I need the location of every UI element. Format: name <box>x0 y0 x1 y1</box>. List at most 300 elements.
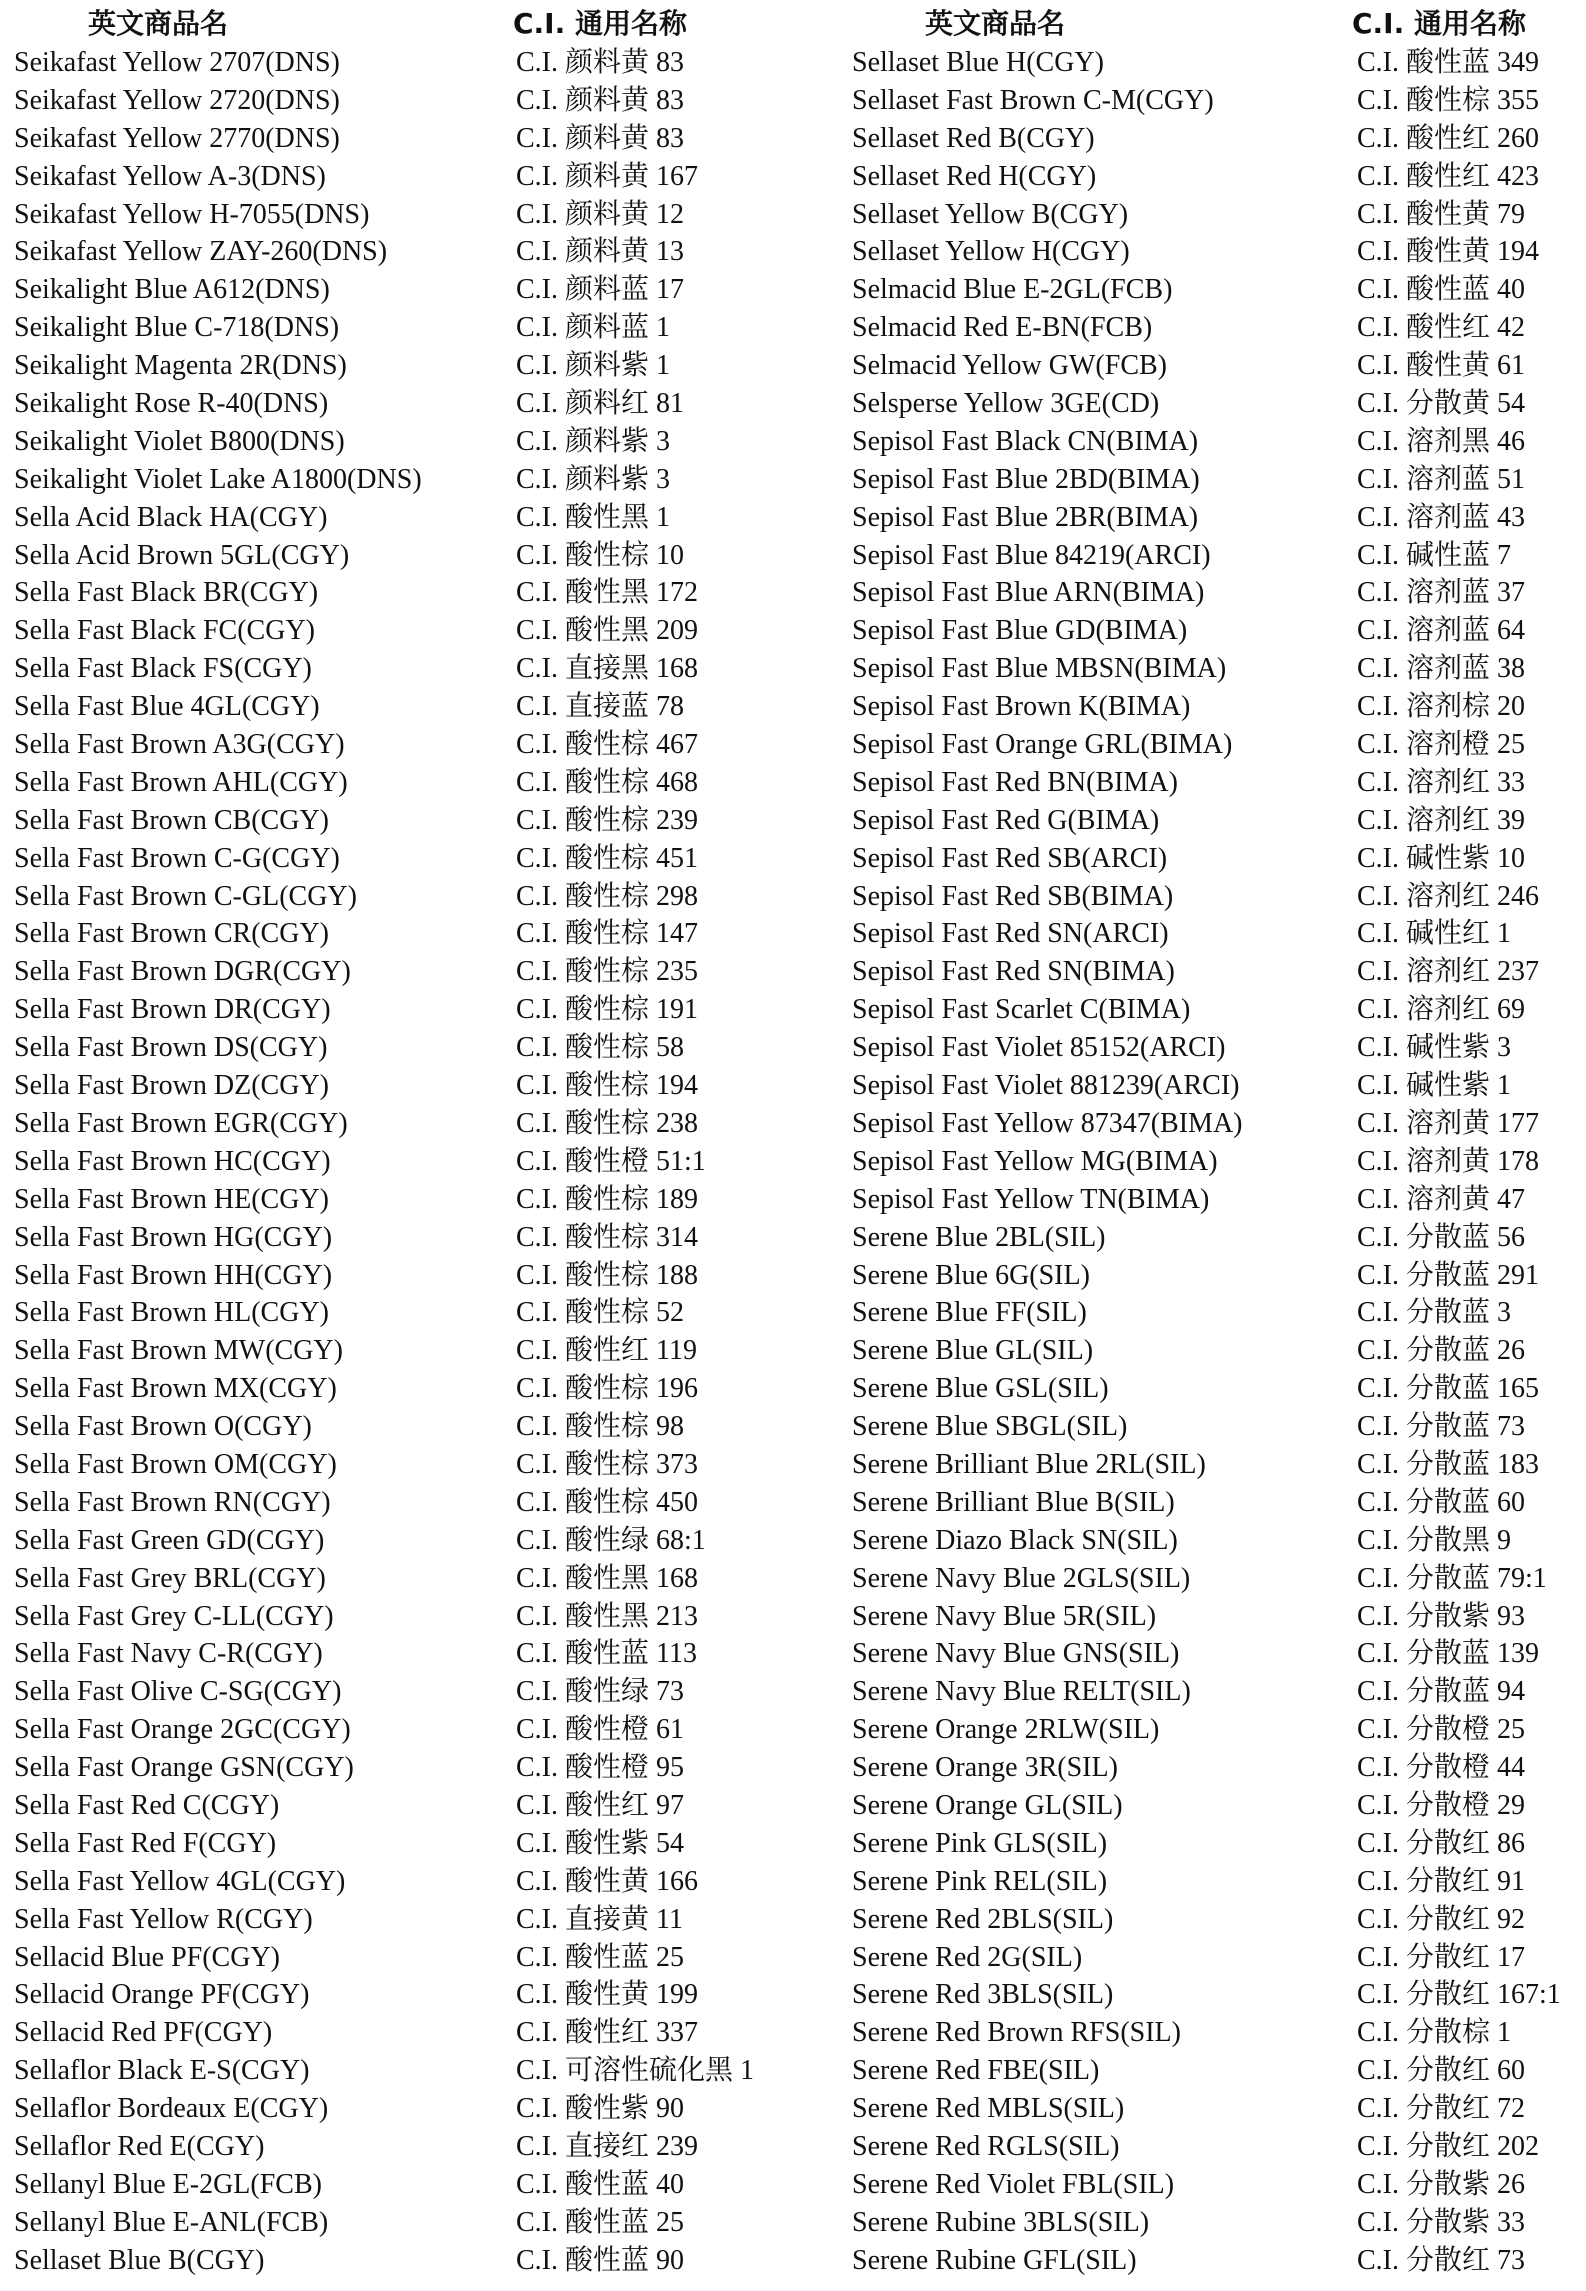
trade-name-right: Serene Red MBLS(SIL) <box>852 2093 1125 2125</box>
table-header-row <box>0 0 1586 50</box>
trade-name-right: Selmacid Red E-BN(FCB) <box>852 312 1153 344</box>
ci-name-left: C.I. 酸性蓝 25 <box>516 2206 685 2238</box>
trade-name-right: Selmacid Yellow GW(FCB) <box>852 350 1167 382</box>
trade-name-left: Sella Fast Brown CB(CGY) <box>14 804 329 836</box>
trade-name-left: Sella Fast Brown O(CGY) <box>14 1411 312 1443</box>
trade-name-right: Sepisol Fast Violet 85152(ARCI) <box>852 1032 1226 1064</box>
trade-name-right: Sepisol Fast Red SN(ARCI) <box>852 918 1169 950</box>
trade-name-left: Seikafast Yellow ZAY-260(DNS) <box>14 236 388 268</box>
trade-name-right: Serene Red 2BLS(SIL) <box>852 1903 1114 1935</box>
ci-name-right: C.I. 溶剂蓝 43 <box>1357 501 1526 533</box>
ci-name-left: C.I. 颜料黄 13 <box>516 236 685 268</box>
ci-name-left: C.I. 酸性红 337 <box>516 2017 699 2049</box>
table-row <box>0 82 1586 120</box>
table-row <box>0 1257 1586 1295</box>
header-ci-generic-name-left: C.I. 通用名称 <box>513 7 687 40</box>
table-row <box>0 650 1586 688</box>
trade-name-right: Serene Red Brown RFS(SIL) <box>852 2017 1181 2049</box>
trade-name-right: Serene Blue FF(SIL) <box>852 1297 1087 1329</box>
ci-name-right: C.I. 酸性红 260 <box>1357 122 1540 154</box>
table-row <box>0 385 1586 423</box>
trade-name-left: Sellaflor Black E-S(CGY) <box>14 2055 310 2087</box>
table-row <box>0 271 1586 309</box>
table-row <box>0 1522 1586 1560</box>
trade-name-left: Sella Acid Black HA(CGY) <box>14 501 328 533</box>
table-row <box>0 840 1586 878</box>
trade-name-right: Serene Navy Blue 5R(SIL) <box>852 1600 1157 1632</box>
ci-name-left: C.I. 可溶性硫化黑 1 <box>516 2055 755 2087</box>
trade-name-left: Seikafast Yellow 2707(DNS) <box>14 47 340 78</box>
ci-name-left: C.I. 酸性棕 189 <box>516 1183 699 1215</box>
trade-name-right: Serene Brilliant Blue B(SIL) <box>852 1486 1175 1518</box>
ci-name-left: C.I. 酸性棕 298 <box>516 880 699 912</box>
trade-name-left: Sella Fast Black FC(CGY) <box>14 615 315 647</box>
ci-name-right: C.I. 溶剂黄 178 <box>1357 1145 1540 1177</box>
trade-name-left: Sella Fast Brown A3G(CGY) <box>14 729 345 761</box>
trade-name-left: Seikafast Yellow A-3(DNS) <box>14 160 326 192</box>
table-row <box>0 1370 1586 1408</box>
ci-name-right: C.I. 分散蓝 26 <box>1357 1335 1526 1367</box>
trade-name-right: Serene Blue 2BL(SIL) <box>852 1221 1106 1253</box>
trade-name-left: Sella Fast Olive C-SG(CGY) <box>14 1676 342 1708</box>
trade-name-left: Sella Fast Brown DZ(CGY) <box>14 1070 329 1102</box>
table-body <box>0 44 1586 2280</box>
ci-name-left: C.I. 颜料紫 3 <box>516 425 671 457</box>
trade-name-right: Sepisol Fast Red SB(BIMA) <box>852 880 1174 912</box>
trade-name-left: Sella Fast Brown MX(CGY) <box>14 1373 337 1405</box>
trade-name-right: Sellaset Red H(CGY) <box>852 160 1097 192</box>
trade-name-right: Selsperse Yellow 3GE(CD) <box>852 388 1160 420</box>
ci-name-left: C.I. 酸性黑 213 <box>516 1600 699 1632</box>
table-row <box>0 1825 1586 1863</box>
trade-name-right: Serene Pink REL(SIL) <box>852 1865 1108 1897</box>
table-row <box>0 1332 1586 1370</box>
trade-name-left: Sella Acid Brown 5GL(CGY) <box>14 539 350 571</box>
trade-name-right: Serene Blue 6G(SIL) <box>852 1259 1090 1291</box>
trade-name-right: Serene Red FBE(SIL) <box>852 2055 1100 2087</box>
trade-name-left: Sellanyl Blue E-2GL(FCB) <box>14 2168 322 2200</box>
trade-name-left: Sella Fast Green GD(CGY) <box>14 1524 325 1556</box>
ci-name-right: C.I. 分散红 73 <box>1357 2244 1526 2276</box>
trade-name-right: Sepisol Fast Violet 881239(ARCI) <box>852 1070 1240 1102</box>
ci-name-right: C.I. 溶剂红 33 <box>1357 766 1526 798</box>
ci-name-right: C.I. 酸性黄 79 <box>1357 198 1526 230</box>
ci-name-left: C.I. 酸性棕 52 <box>516 1297 685 1329</box>
trade-name-left: Seikafast Yellow 2720(DNS) <box>14 84 340 116</box>
table-row <box>0 764 1586 802</box>
ci-name-left: C.I. 酸性红 119 <box>516 1335 697 1367</box>
table-row <box>0 802 1586 840</box>
table-row <box>0 1408 1586 1446</box>
trade-name-left: Sella Fast Brown HC(CGY) <box>14 1145 331 1177</box>
ci-name-right: C.I. 溶剂蓝 51 <box>1357 463 1526 495</box>
trade-name-right: Sepisol Fast Blue ARN(BIMA) <box>852 577 1205 609</box>
trade-name-left: Sella Fast Brown CR(CGY) <box>14 918 329 950</box>
ci-name-left: C.I. 酸性蓝 113 <box>516 1638 697 1670</box>
table-row <box>0 1029 1586 1067</box>
trade-name-right: Serene Red Violet FBL(SIL) <box>852 2168 1175 2200</box>
ci-name-left: C.I. 酸性棕 10 <box>516 539 685 571</box>
ci-name-right: C.I. 碱性红 1 <box>1357 918 1512 950</box>
table-row <box>0 309 1586 347</box>
ci-name-right: C.I. 分散橙 29 <box>1357 1789 1526 1821</box>
ci-name-left: C.I. 酸性棕 314 <box>516 1221 699 1253</box>
ci-name-left: C.I. 酸性红 97 <box>516 1789 685 1821</box>
table-row <box>0 1560 1586 1598</box>
trade-name-right: Sepisol Fast Blue MBSN(BIMA) <box>852 653 1227 685</box>
ci-name-left: C.I. 直接蓝 78 <box>516 691 685 723</box>
trade-name-left: Seikalight Violet B800(DNS) <box>14 425 345 457</box>
trade-name-left: Sellacid Red PF(CGY) <box>14 2017 273 2049</box>
ci-name-left: C.I. 直接黄 11 <box>516 1903 683 1935</box>
table-row <box>0 1901 1586 1939</box>
ci-name-left: C.I. 酸性橙 61 <box>516 1714 685 1746</box>
header-english-trade-name-left: 英文商品名 <box>88 7 229 40</box>
ci-name-left: C.I. 直接黑 168 <box>516 653 699 685</box>
ci-name-left: C.I. 酸性棕 147 <box>516 918 699 950</box>
trade-name-left: Sella Fast Brown DR(CGY) <box>14 994 331 1026</box>
table-row <box>0 2014 1586 2052</box>
ci-name-left: C.I. 酸性蓝 40 <box>516 2168 685 2200</box>
trade-name-left: Sella Fast Brown DS(CGY) <box>14 1032 328 1064</box>
ci-name-left: C.I. 酸性棕 196 <box>516 1373 699 1405</box>
table-row <box>0 158 1586 196</box>
ci-name-left: C.I. 酸性棕 98 <box>516 1411 685 1443</box>
trade-name-right: Serene Diazo Black SN(SIL) <box>852 1524 1178 1556</box>
header-ci-generic-name-right: C.I. 通用名称 <box>1352 7 1526 40</box>
table-row <box>0 2204 1586 2242</box>
ci-name-right: C.I. 酸性红 42 <box>1357 312 1526 344</box>
trade-name-left: Sella Fast Grey C-LL(CGY) <box>14 1600 334 1632</box>
trade-name-left: Sella Fast Brown OM(CGY) <box>14 1448 337 1480</box>
trade-name-left: Sella Fast Brown DGR(CGY) <box>14 956 351 988</box>
table-row <box>0 1787 1586 1825</box>
table-row <box>0 2128 1586 2166</box>
ci-name-left: C.I. 酸性棕 58 <box>516 1032 685 1064</box>
ci-name-left: C.I. 酸性棕 451 <box>516 842 699 874</box>
table-row <box>0 1143 1586 1181</box>
ci-name-right: C.I. 分散红 17 <box>1357 1941 1526 1973</box>
ci-name-right: C.I. 分散红 92 <box>1357 1903 1526 1935</box>
header-english-trade-name-right: 英文商品名 <box>925 7 1066 40</box>
trade-name-right: Serene Navy Blue 2GLS(SIL) <box>852 1562 1191 1594</box>
trade-name-right: Serene Pink GLS(SIL) <box>852 1827 1108 1859</box>
trade-name-left: Sella Fast Brown EGR(CGY) <box>14 1107 348 1139</box>
ci-name-right: C.I. 溶剂蓝 37 <box>1357 577 1526 609</box>
ci-name-right: C.I. 溶剂红 237 <box>1357 956 1540 988</box>
ci-name-right: C.I. 碱性蓝 7 <box>1357 539 1512 571</box>
table-row <box>0 1598 1586 1636</box>
ci-name-right: C.I. 酸性棕 355 <box>1357 84 1540 116</box>
trade-name-right: Sepisol Fast Orange GRL(BIMA) <box>852 729 1233 761</box>
ci-name-left: C.I. 颜料黄 83 <box>516 47 685 78</box>
table-row <box>0 44 1586 82</box>
trade-name-right: Sepisol Fast Brown K(BIMA) <box>852 691 1191 723</box>
trade-name-left: Sellaset Blue B(CGY) <box>14 2244 265 2276</box>
table-row <box>0 1711 1586 1749</box>
ci-name-left: C.I. 酸性棕 238 <box>516 1107 699 1139</box>
ci-name-left: C.I. 酸性橙 95 <box>516 1752 685 1784</box>
ci-name-right: C.I. 分散蓝 165 <box>1357 1373 1540 1405</box>
table-row <box>0 2166 1586 2204</box>
table-row <box>0 537 1586 575</box>
table-row <box>0 1181 1586 1219</box>
table-row <box>0 1749 1586 1787</box>
trade-name-left: Sella Fast Brown C-GL(CGY) <box>14 880 357 912</box>
table-row <box>0 1446 1586 1484</box>
ci-name-left: C.I. 酸性紫 54 <box>516 1827 685 1859</box>
table-row <box>0 1976 1586 2014</box>
ci-name-right: C.I. 碱性紫 3 <box>1357 1032 1512 1064</box>
ci-name-left: C.I. 酸性黑 209 <box>516 615 699 647</box>
ci-name-right: C.I. 酸性蓝 40 <box>1357 274 1526 306</box>
trade-name-right: Sepisol Fast Red BN(BIMA) <box>852 766 1178 798</box>
trade-name-right: Serene Blue SBGL(SIL) <box>852 1411 1128 1443</box>
ci-name-left: C.I. 酸性黑 172 <box>516 577 699 609</box>
table-row <box>0 499 1586 537</box>
trade-name-left: Sella Fast Black BR(CGY) <box>14 577 319 609</box>
trade-name-left: Sella Fast Black FS(CGY) <box>14 653 312 685</box>
trade-name-left: Seikafast Yellow H-7055(DNS) <box>14 198 370 230</box>
trade-name-right: Sepisol Fast Red G(BIMA) <box>852 804 1160 836</box>
ci-name-left: C.I. 酸性黄 199 <box>516 1979 699 2011</box>
table-row <box>0 347 1586 385</box>
trade-name-right: Serene Orange 2RLW(SIL) <box>852 1714 1160 1746</box>
table-row <box>0 1673 1586 1711</box>
trade-name-left: Seikalight Violet Lake A1800(DNS) <box>14 463 422 495</box>
ci-name-left: C.I. 颜料黄 83 <box>516 122 685 154</box>
ci-name-right: C.I. 分散橙 44 <box>1357 1752 1526 1784</box>
ci-name-right: C.I. 溶剂蓝 38 <box>1357 653 1526 685</box>
ci-name-right: C.I. 分散红 60 <box>1357 2055 1526 2087</box>
trade-name-left: Sella Fast Brown HL(CGY) <box>14 1297 329 1329</box>
ci-name-left: C.I. 酸性蓝 25 <box>516 1941 685 1973</box>
table-row <box>0 688 1586 726</box>
table-row <box>0 2052 1586 2090</box>
ci-name-left: C.I. 酸性棕 235 <box>516 956 699 988</box>
ci-name-right: C.I. 酸性黄 61 <box>1357 350 1526 382</box>
trade-name-right: Sepisol Fast Blue GD(BIMA) <box>852 615 1188 647</box>
table-row <box>0 915 1586 953</box>
ci-name-right: C.I. 分散红 202 <box>1357 2130 1540 2162</box>
table-row <box>0 991 1586 1029</box>
trade-name-right: Serene Orange 3R(SIL) <box>852 1752 1118 1784</box>
ci-name-right: C.I. 分散紫 33 <box>1357 2206 1526 2238</box>
table-row <box>0 2242 1586 2280</box>
trade-name-left: Seikalight Blue A612(DNS) <box>14 274 330 306</box>
ci-name-right: C.I. 分散蓝 139 <box>1357 1638 1540 1670</box>
trade-name-left: Sella Fast Grey BRL(CGY) <box>14 1562 326 1594</box>
trade-name-left: Sella Fast Yellow R(CGY) <box>14 1903 313 1935</box>
ci-name-left: C.I. 酸性棕 194 <box>516 1070 699 1102</box>
trade-name-left: Sellacid Orange PF(CGY) <box>14 1979 310 2011</box>
table-row <box>0 423 1586 461</box>
trade-name-right: Serene Red 3BLS(SIL) <box>852 1979 1114 2011</box>
trade-name-left: Sella Fast Brown HG(CGY) <box>14 1221 333 1253</box>
ci-name-left: C.I. 酸性棕 188 <box>516 1259 699 1291</box>
table-row <box>0 120 1586 158</box>
trade-name-right: Sellaset Blue H(CGY) <box>852 47 1104 78</box>
ci-name-left: C.I. 直接红 239 <box>516 2130 699 2162</box>
ci-name-right: C.I. 分散蓝 3 <box>1357 1297 1512 1329</box>
trade-name-right: Sepisol Fast Red SN(BIMA) <box>852 956 1175 988</box>
table-row <box>0 953 1586 991</box>
ci-name-left: C.I. 颜料蓝 1 <box>516 312 671 344</box>
trade-name-left: Sellanyl Blue E-ANL(FCB) <box>14 2206 329 2238</box>
table-row <box>0 1484 1586 1522</box>
trade-name-right: Sepisol Fast Yellow TN(BIMA) <box>852 1183 1210 1215</box>
table-row <box>0 1067 1586 1105</box>
trade-name-right: Sellaset Yellow B(CGY) <box>852 198 1129 230</box>
ci-name-right: C.I. 分散蓝 73 <box>1357 1411 1526 1443</box>
table-row <box>0 726 1586 764</box>
table-row <box>0 574 1586 612</box>
trade-name-right: Sellaset Fast Brown C-M(CGY) <box>852 84 1214 116</box>
trade-name-right: Sellaset Yellow H(CGY) <box>852 236 1130 268</box>
trade-name-right: Serene Navy Blue RELT(SIL) <box>852 1676 1191 1708</box>
ci-name-right: C.I. 碱性紫 1 <box>1357 1070 1512 1102</box>
ci-name-left: C.I. 酸性黑 1 <box>516 501 671 533</box>
trade-name-left: Sella Fast Brown MW(CGY) <box>14 1335 343 1367</box>
table-row <box>0 1863 1586 1901</box>
trade-name-left: Sella Fast Brown C-G(CGY) <box>14 842 340 874</box>
ci-name-right: C.I. 溶剂蓝 64 <box>1357 615 1526 647</box>
trade-name-right: Serene Red 2G(SIL) <box>852 1941 1083 1973</box>
trade-name-left: Sella Fast Brown HE(CGY) <box>14 1183 329 1215</box>
ci-name-right: C.I. 分散红 72 <box>1357 2093 1526 2125</box>
trade-name-left: Sella Fast Red C(CGY) <box>14 1789 280 1821</box>
trade-name-left: Seikafast Yellow 2770(DNS) <box>14 122 340 154</box>
trade-name-right: Serene Blue GSL(SIL) <box>852 1373 1109 1405</box>
ci-name-right: C.I. 碱性紫 10 <box>1357 842 1526 874</box>
ci-name-left: C.I. 酸性棕 373 <box>516 1448 699 1480</box>
trade-name-right: Serene Navy Blue GNS(SIL) <box>852 1638 1180 1670</box>
trade-name-right: Serene Rubine 3BLS(SIL) <box>852 2206 1150 2238</box>
table-row <box>0 196 1586 234</box>
trade-name-right: Sepisol Fast Blue 2BD(BIMA) <box>852 463 1200 495</box>
ci-name-left: C.I. 酸性棕 450 <box>516 1486 699 1518</box>
ci-name-right: C.I. 溶剂黄 47 <box>1357 1183 1526 1215</box>
ci-name-right: C.I. 分散红 167:1 <box>1357 1979 1561 2011</box>
trade-name-left: Sella Fast Blue 4GL(CGY) <box>14 691 320 723</box>
ci-name-right: C.I. 分散橙 25 <box>1357 1714 1526 1746</box>
ci-name-right: C.I. 分散红 91 <box>1357 1865 1526 1897</box>
table-row <box>0 233 1586 271</box>
trade-name-left: Sella Fast Brown RN(CGY) <box>14 1486 331 1518</box>
ci-name-right: C.I. 溶剂棕 20 <box>1357 691 1526 723</box>
trade-name-left: Seikalight Blue C-718(DNS) <box>14 312 340 344</box>
trade-name-left: Sella Fast Orange GSN(CGY) <box>14 1752 354 1784</box>
table-row <box>0 461 1586 499</box>
trade-name-right: Sepisol Fast Scarlet C(BIMA) <box>852 994 1191 1026</box>
ci-name-right: C.I. 溶剂橙 25 <box>1357 729 1526 761</box>
ci-name-left: C.I. 酸性棕 468 <box>516 766 699 798</box>
ci-name-right: C.I. 分散棕 1 <box>1357 2017 1512 2049</box>
table-row <box>0 1219 1586 1257</box>
ci-name-left: C.I. 酸性蓝 90 <box>516 2244 685 2276</box>
table-row <box>0 1294 1586 1332</box>
ci-name-right: C.I. 酸性红 423 <box>1357 160 1540 192</box>
ci-name-left: C.I. 颜料黄 12 <box>516 198 685 230</box>
ci-name-left: C.I. 酸性棕 467 <box>516 729 699 761</box>
ci-name-left: C.I. 酸性黄 166 <box>516 1865 699 1897</box>
trade-name-right: Serene Red RGLS(SIL) <box>852 2130 1120 2162</box>
trade-name-right: Serene Blue GL(SIL) <box>852 1335 1094 1367</box>
ci-name-left: C.I. 颜料红 81 <box>516 388 685 420</box>
trade-name-left: Sella Fast Red F(CGY) <box>14 1827 277 1859</box>
trade-name-left: Sellaflor Bordeaux E(CGY) <box>14 2093 329 2125</box>
ci-name-right: C.I. 分散黄 54 <box>1357 388 1526 420</box>
ci-name-right: C.I. 分散紫 93 <box>1357 1600 1526 1632</box>
ci-name-right: C.I. 分散蓝 291 <box>1357 1259 1540 1291</box>
trade-name-left: Sella Fast Navy C-R(CGY) <box>14 1638 323 1670</box>
ci-name-left: C.I. 颜料紫 3 <box>516 463 671 495</box>
trade-name-left: Sellaflor Red E(CGY) <box>14 2130 265 2162</box>
trade-name-right: Sepisol Fast Blue 84219(ARCI) <box>852 539 1211 571</box>
ci-name-right: C.I. 溶剂黑 46 <box>1357 425 1526 457</box>
ci-name-right: C.I. 酸性黄 194 <box>1357 236 1540 268</box>
trade-name-right: Sepisol Fast Yellow MG(BIMA) <box>852 1145 1218 1177</box>
ci-name-left: C.I. 颜料黄 167 <box>516 160 699 192</box>
ci-name-right: C.I. 溶剂红 69 <box>1357 994 1526 1026</box>
ci-name-right: C.I. 酸性蓝 349 <box>1357 47 1540 78</box>
table-row <box>0 1939 1586 1977</box>
ci-name-right: C.I. 分散黑 9 <box>1357 1524 1512 1556</box>
trade-name-right: Serene Brilliant Blue 2RL(SIL) <box>852 1448 1206 1480</box>
ci-name-right: C.I. 分散蓝 94 <box>1357 1676 1526 1708</box>
trade-name-left: Sella Fast Brown HH(CGY) <box>14 1259 333 1291</box>
ci-name-left: C.I. 颜料紫 1 <box>516 350 671 382</box>
trade-name-right: Sepisol Fast Red SB(ARCI) <box>852 842 1168 874</box>
table-row <box>0 2090 1586 2128</box>
ci-name-left: C.I. 酸性绿 73 <box>516 1676 685 1708</box>
ci-name-left: C.I. 酸性棕 239 <box>516 804 699 836</box>
ci-name-right: C.I. 分散蓝 56 <box>1357 1221 1526 1253</box>
trade-name-left: Sella Fast Brown AHL(CGY) <box>14 766 348 798</box>
ci-name-left: C.I. 颜料黄 83 <box>516 84 685 116</box>
table-row <box>0 1105 1586 1143</box>
ci-name-right: C.I. 溶剂红 39 <box>1357 804 1526 836</box>
trade-name-left: Seikalight Magenta 2R(DNS) <box>14 350 347 382</box>
trade-name-right: Sepisol Fast Black CN(BIMA) <box>852 425 1199 457</box>
ci-name-right: C.I. 分散蓝 60 <box>1357 1486 1526 1518</box>
trade-name-right: Sellaset Red B(CGY) <box>852 122 1095 154</box>
ci-name-right: C.I. 溶剂黄 177 <box>1357 1107 1540 1139</box>
table-row <box>0 1635 1586 1673</box>
ci-name-left: C.I. 酸性黑 168 <box>516 1562 699 1594</box>
trade-name-left: Seikalight Rose R-40(DNS) <box>14 388 329 420</box>
trade-name-right: Selmacid Blue E-2GL(FCB) <box>852 274 1173 306</box>
ci-name-left: C.I. 酸性棕 191 <box>516 994 699 1026</box>
table-row <box>0 878 1586 916</box>
ci-name-left: C.I. 酸性橙 51:1 <box>516 1145 706 1177</box>
trade-name-right: Sepisol Fast Blue 2BR(BIMA) <box>852 501 1199 533</box>
ci-name-left: C.I. 酸性紫 90 <box>516 2093 685 2125</box>
table-row <box>0 612 1586 650</box>
trade-name-left: Sellacid Blue PF(CGY) <box>14 1941 280 1973</box>
ci-name-left: C.I. 酸性绿 68:1 <box>516 1524 706 1556</box>
trade-name-left: Sella Fast Yellow 4GL(CGY) <box>14 1865 346 1897</box>
ci-name-left: C.I. 颜料蓝 17 <box>516 274 685 306</box>
ci-name-right: C.I. 分散蓝 79:1 <box>1357 1562 1547 1594</box>
trade-name-right: Sepisol Fast Yellow 87347(BIMA) <box>852 1107 1243 1139</box>
ci-name-right: C.I. 分散紫 26 <box>1357 2168 1526 2200</box>
trade-name-right: Serene Rubine GFL(SIL) <box>852 2244 1137 2276</box>
trade-name-right: Serene Orange GL(SIL) <box>852 1789 1123 1821</box>
ci-name-right: C.I. 分散蓝 183 <box>1357 1448 1540 1480</box>
ci-name-right: C.I. 溶剂红 246 <box>1357 880 1540 912</box>
trade-name-left: Sella Fast Orange 2GC(CGY) <box>14 1714 351 1746</box>
